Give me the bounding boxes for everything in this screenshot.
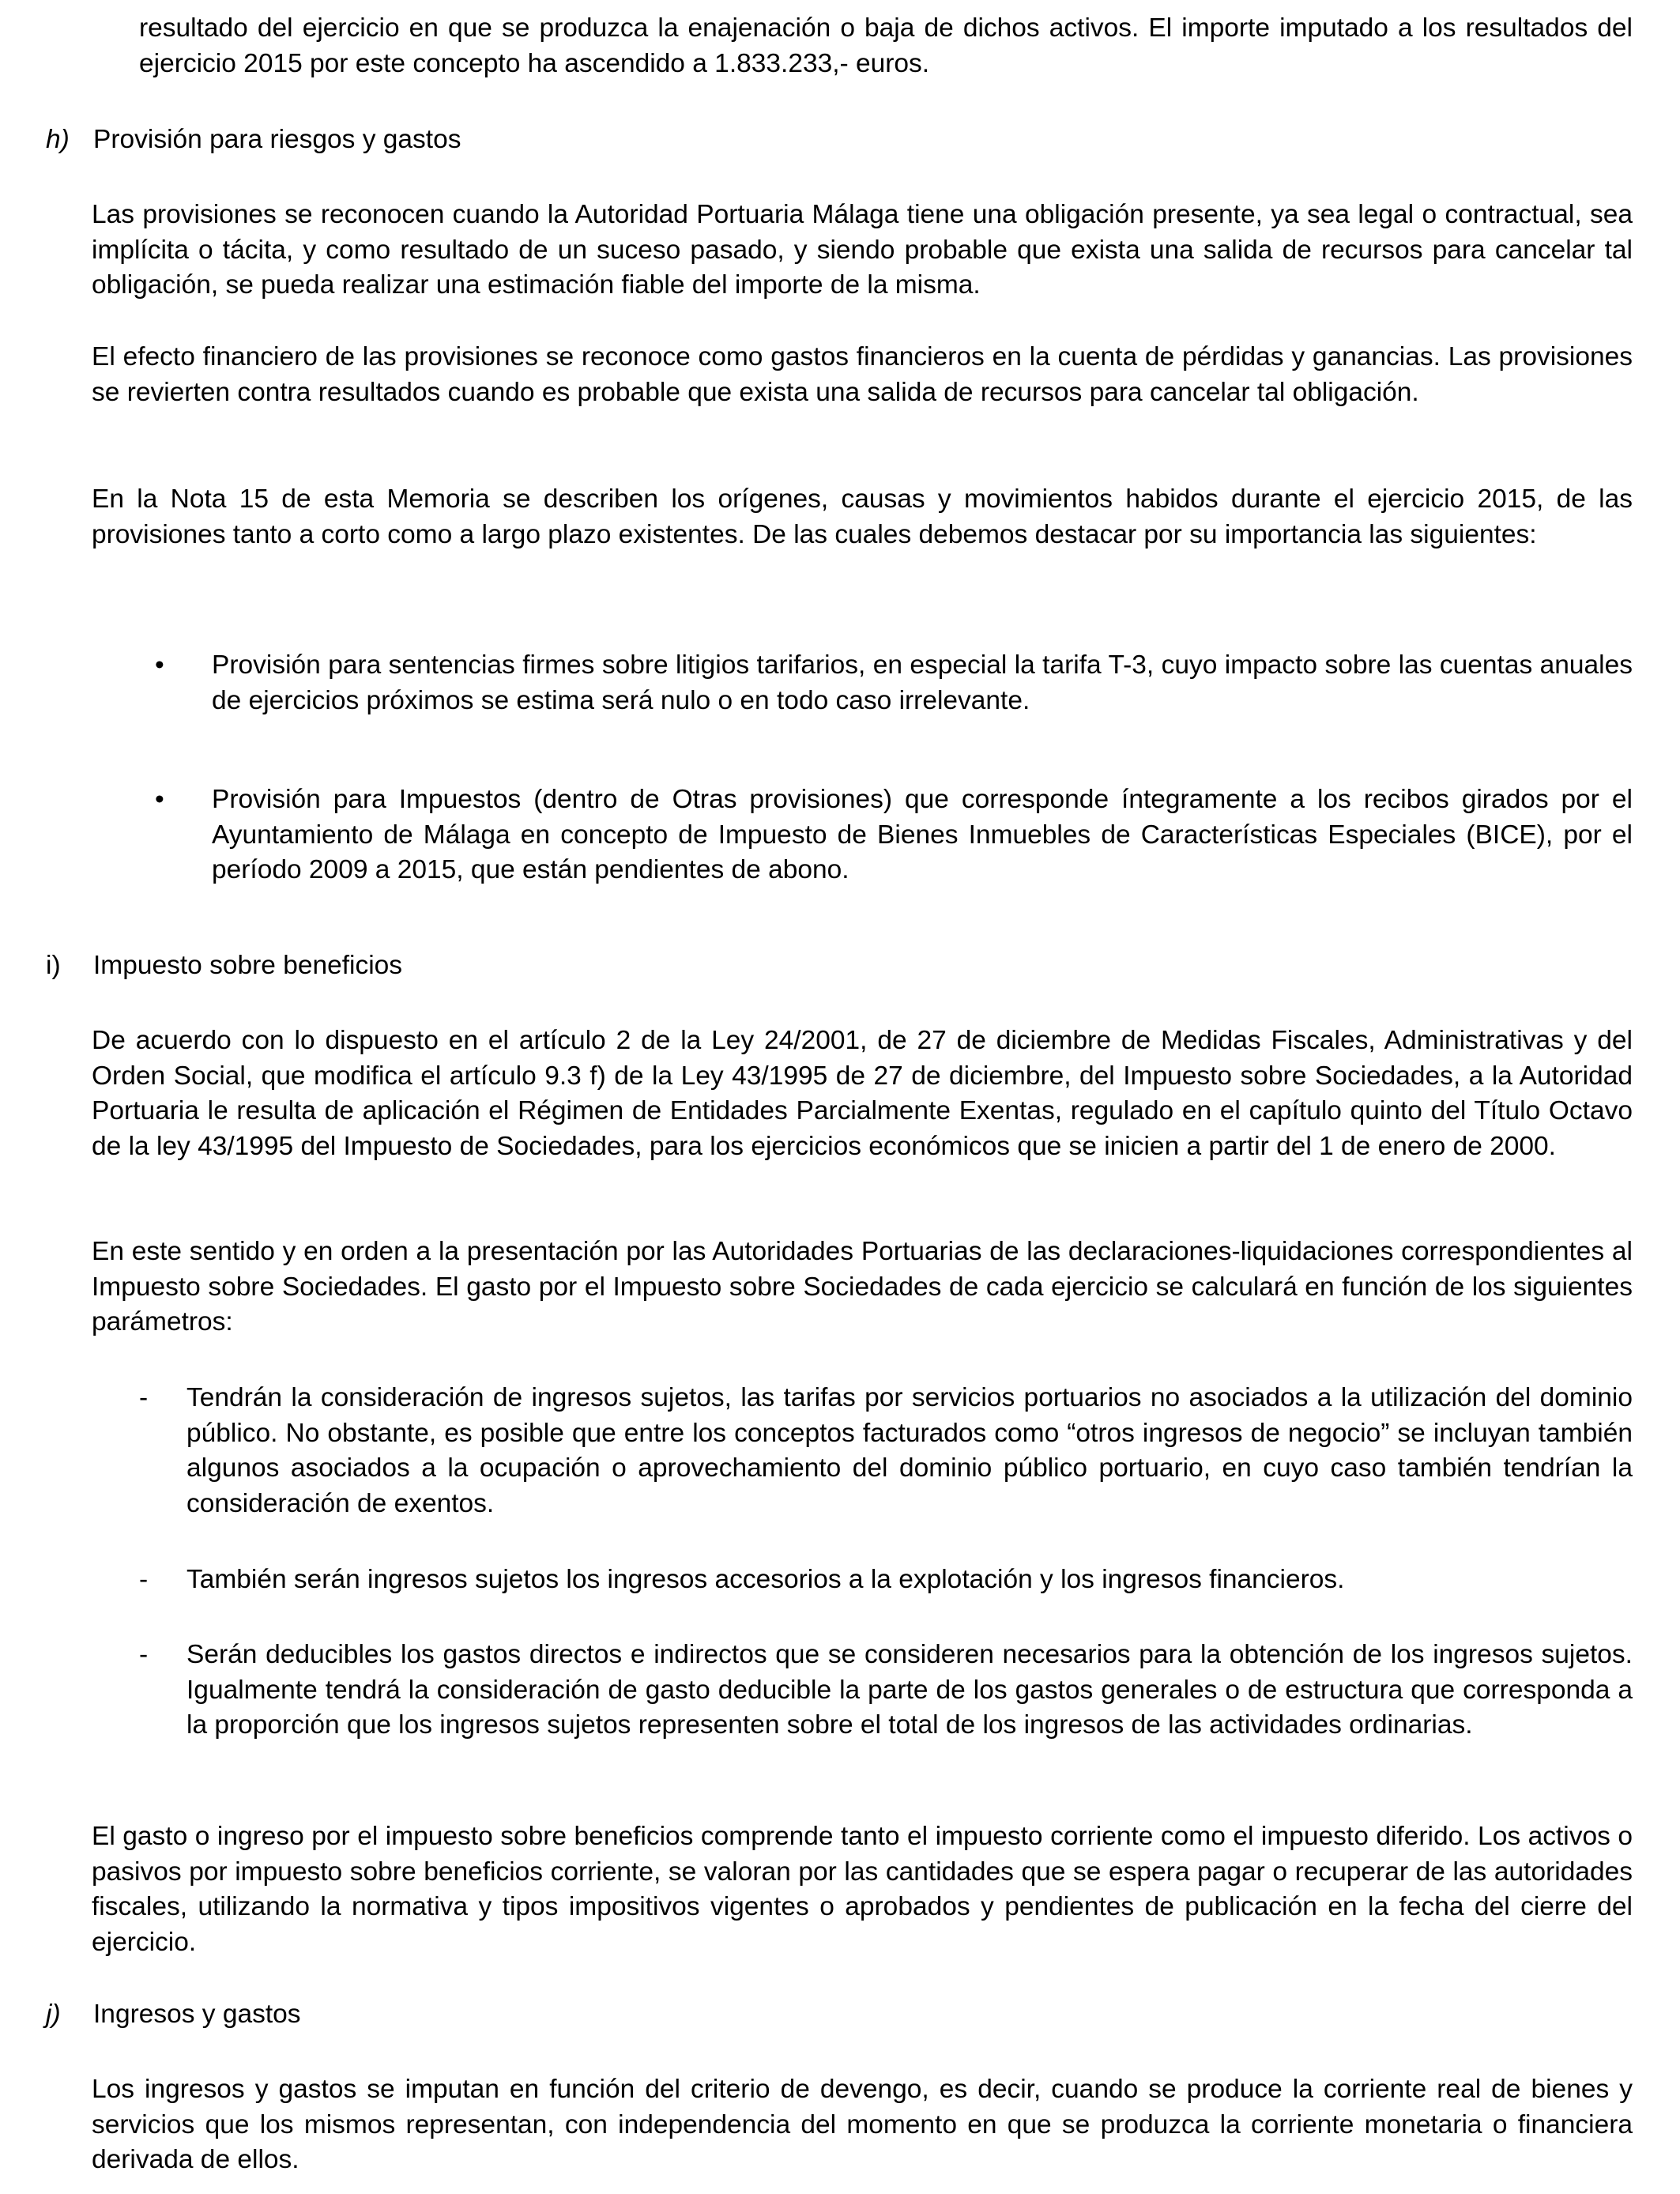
bullet-text: Provisión para sentencias firmes sobre litigios tarifarios, en especial la tarifa T-3, cuyo impacto sobre las cuentas anuales de ejercicios próximos se estima será nulo o en todo caso irrelevante. (212, 650, 1633, 715)
dash-mark: - (139, 1383, 149, 1412)
section-i-paragraph-2: En este sentido y en orden a la presentación por las Autoridades Portuarias de las declaraciones-liquidaciones correspondientes al Impuesto sobre Sociedades. El gasto por el Impuesto sobre Sociedades de cada ejercicio se calculará en función de los siguientes parámetros: (92, 1237, 1633, 1336)
dash-text: También serán ingresos sujetos los ingresos accesorios a la explotación y los ingresos financieros. (186, 1565, 1345, 1594)
dash-text: Serán deducibles los gastos directos e indirectos que se consideren necesarios para la obtención de los ingresos sujetos. Igualmente tendrá la consideración de gasto deducible la parte de los gastos generales o de estructura que corresponda a la proporción que los ingresos sujetos representen sobre el total de los ingresos de las actividades ordinarias. (186, 1640, 1633, 1740)
bullet-mark: • (155, 785, 164, 814)
dash-mark: - (139, 1565, 149, 1594)
dash-mark: - (139, 1640, 149, 1669)
section-h-paragraph-3: En la Nota 15 de esta Memoria se describen los orígenes, causas y movimientos habidos durante el ejercicio 2015, de las provisiones tanto a corto como a largo plazo existentes. De las cuales debemos destacar por su importancia las siguientes: (92, 484, 1633, 549)
section-i-letter: i) (46, 951, 61, 980)
bullet-mark: • (155, 650, 164, 680)
bullet-text: Provisión para Impuestos (dentro de Otras provisiones) que corresponde íntegramente a los recibos girados por el Ayuntamiento de Málaga en concepto de Impuesto de Bienes Inmuebles de Características Especiales (BICE), por el período 2009 a 2015, que están pendientes de abono. (212, 785, 1633, 884)
section-h-title: Provisión para riesgos y gastos (93, 125, 461, 154)
section-h-paragraph-1: Las provisiones se reconocen cuando la Autoridad Portuaria Málaga tiene una obligación presente, ya sea legal o contractual, sea implícita o tácita, y como resultado de un suceso pasado, y siendo probable que exista una salida de recursos para cancelar tal obligación, se pueda realizar una estimación fiable del importe de la misma. (92, 200, 1633, 300)
section-i-closing-paragraph: El gasto o ingreso por el impuesto sobre beneficios comprende tanto el impuesto corriente como el impuesto diferido. Los activos o pasivos por impuesto sobre beneficios corriente, se valoran por las cantidades que se espera pagar o recuperar de las autoridades fiscales, utilizando la normativa y tipos impositivos vigentes o aprobados y pendientes de publicación en la fecha del cierre del ejercicio. (92, 1822, 1633, 1957)
section-i-paragraph-1: De acuerdo con lo dispuesto en el artículo 2 de la Ley 24/2001, de 27 de diciembre de Medidas Fiscales, Administrativas y del Orden Social, que modifica el artículo 9.3 f) de la Ley 43/1995 de 27 de diciembre, del Impuesto sobre Sociedades, a la Autoridad Portuaria le resulta de aplicación el Régimen de Entidades Parcialmente Exentas, regulado en el capítulo quinto del Título Octavo de la ley 43/1995 del Impuesto de Sociedades, para los ejercicios económicos que se inicien a partir del 1 de enero de 2000. (92, 1026, 1633, 1161)
section-h-paragraph-2: El efecto financiero de las provisiones se reconoce como gastos financieros en la cuenta de pérdidas y ganancias. Las provisiones se revierten contra resultados cuando es probable que exista una salida de recursos para cancelar tal obligación. (92, 342, 1633, 407)
dash-text: Tendrán la consideración de ingresos sujetos, las tarifas por servicios portuarios no asociados a la utilización del dominio público. No obstante, es posible que entre los conceptos facturados como “otros ingresos de negocio” se incluyan también algunos asociados a la ocupación o aprovechamiento del dominio público portuario, en cuyo caso también tendrían la consideración de exentos. (186, 1383, 1633, 1518)
section-j-paragraph-1: Los ingresos y gastos se imputan en función del criterio de devengo, es decir, cuando se produce la corriente real de bienes y servicios que los mismos representan, con independencia del momento en que se produzca la corriente monetaria o financiera derivada de ellos. (92, 2075, 1633, 2174)
intro-paragraph: resultado del ejercicio en que se produzca la enajenación o baja de dichos activos. El importe imputado a los resultados del ejercicio 2015 por este concepto ha ascendido a 1.833.233,- euros. (139, 13, 1633, 78)
section-j-title: Ingresos y gastos (93, 2000, 301, 2029)
section-i-title: Impuesto sobre beneficios (93, 951, 403, 980)
section-h-letter: h) (46, 125, 70, 154)
section-j-letter: j) (46, 2000, 61, 2029)
